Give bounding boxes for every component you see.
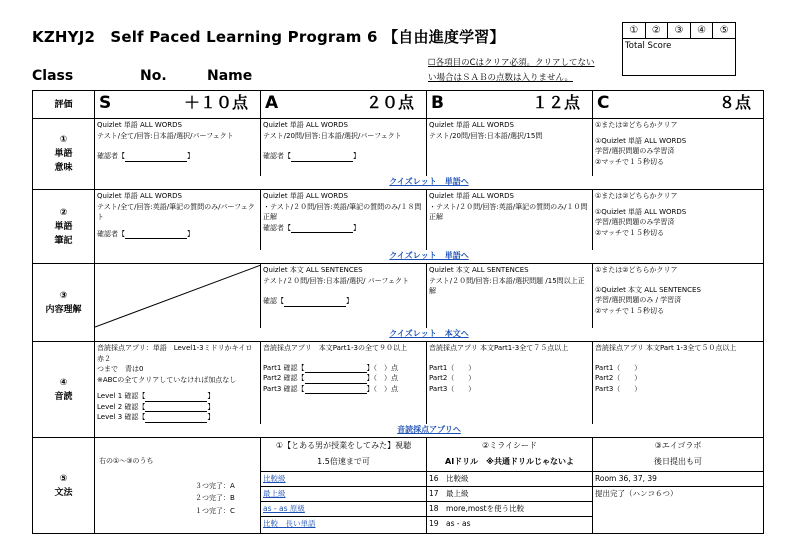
row2-a bbox=[261, 190, 427, 250]
row-word-writing bbox=[33, 190, 764, 250]
page-title: KZHYJ2 Self Paced Learning Program 6 【自由進度学習】 bbox=[32, 28, 505, 46]
row5-col2 bbox=[427, 438, 593, 534]
row4-b-title: 音読採点アプリ 本文Part1-3全て７５点以上 bbox=[429, 344, 569, 352]
row3-c-l4: ②マッチで１５秒切る bbox=[595, 306, 664, 315]
col2-sub: AIドリル ※共通ドリルじゃないよ bbox=[427, 452, 592, 473]
row4-a bbox=[261, 342, 427, 424]
score-slot-2: ② bbox=[646, 23, 669, 38]
row5-s-l2: ３つ完了：A bbox=[195, 481, 235, 490]
blank-line[interactable] bbox=[291, 225, 353, 233]
grade-s bbox=[95, 91, 261, 119]
score-slot-3: ③ bbox=[668, 23, 691, 38]
clear-note bbox=[428, 56, 608, 86]
score-slot-1: ① bbox=[623, 23, 646, 38]
blank-line[interactable] bbox=[125, 231, 187, 239]
grade-c-points: ８点 bbox=[718, 92, 751, 112]
row2-c-l4: ②マッチで１５秒切る bbox=[595, 228, 664, 237]
grade-s-points: ＋１０点 bbox=[183, 92, 248, 112]
score-box bbox=[622, 22, 736, 76]
row3-c-l1: ①または②どちらかクリア bbox=[595, 266, 678, 274]
row1-b bbox=[427, 119, 593, 176]
row4-b bbox=[427, 342, 593, 424]
row1-s bbox=[95, 119, 261, 176]
drill-item-2: 17 最上級 bbox=[427, 487, 592, 502]
blank-line[interactable] bbox=[125, 154, 187, 162]
total-score-label: Total Score bbox=[625, 41, 672, 51]
grade-a bbox=[261, 91, 427, 119]
row3-b-desc: テスト/２０問/回答:日本語/選択問題 /15問以上正解 bbox=[429, 276, 585, 295]
row3-b bbox=[427, 264, 593, 328]
row1-head bbox=[33, 119, 95, 190]
drill-item-1: 16 比較級 bbox=[427, 472, 592, 487]
row1-a-title: Quizlet 単語 ALL WORDS bbox=[263, 121, 348, 129]
name-label: Name bbox=[207, 68, 253, 84]
quizlet-text-link[interactable]: クイズレット 本文へ bbox=[95, 328, 764, 342]
row4-s-l1: 音読採点アプリ：単語 Level1-3ミドリかキイロ 赤２ bbox=[97, 344, 260, 363]
blank-line[interactable] bbox=[305, 365, 367, 373]
row3-num: ③ bbox=[59, 290, 68, 301]
row2-s-confirm: 確認者【 】 bbox=[97, 229, 194, 238]
row5-col1 bbox=[261, 438, 427, 534]
row1-s-title: Quizlet 単語 ALL WORDS bbox=[97, 121, 182, 129]
grade-header-row bbox=[33, 91, 764, 119]
row5-name1: 文法 bbox=[54, 487, 73, 498]
row5-col3 bbox=[593, 438, 764, 534]
row2-a-title: Quizlet 単語 ALL WORDS bbox=[263, 192, 348, 200]
row4-s-level1: Level 1 確認【 】 bbox=[97, 392, 215, 400]
row2-b bbox=[427, 190, 593, 250]
row4-a-part3: Part3 確認【 】（ ）点 bbox=[263, 384, 398, 393]
row3-c-l3: 学習/選択問題のみ / 学習済 bbox=[595, 296, 682, 304]
row2-num: ② bbox=[59, 207, 68, 218]
row4-a-part2: Part2 確認【 】（ ）点 bbox=[263, 374, 398, 382]
row4-s-l3: ※ABCの全てクリアしていなければ加点なし bbox=[97, 375, 237, 384]
number-label: No. bbox=[140, 68, 167, 84]
grade-b bbox=[427, 91, 593, 119]
row2-b-title: Quizlet 単語 ALL WORDS bbox=[429, 192, 514, 200]
row4-name1: 音読 bbox=[54, 391, 73, 402]
row5-s-l1: 右の①～③のうち bbox=[99, 457, 154, 465]
row4-s bbox=[95, 342, 261, 424]
col3-head: ③エイゴラボ bbox=[654, 441, 702, 450]
row3-name1: 内容理解 bbox=[45, 304, 82, 315]
row5-head bbox=[33, 438, 95, 534]
row3-a-title: Quizlet 本文 ALL SENTENCES bbox=[263, 266, 363, 274]
col3-sub: 後日提出も可 bbox=[593, 452, 763, 473]
row2-name2: 筆記 bbox=[54, 235, 73, 246]
row1-link-row bbox=[33, 176, 764, 190]
row1-c-l2: ①Quizlet 単語 ALL WORDS bbox=[595, 136, 687, 145]
row-comprehension bbox=[33, 264, 764, 328]
row4-s-level2: Level 2 確認【 】 bbox=[97, 402, 215, 411]
class-label: Class bbox=[32, 68, 74, 84]
row4-num: ④ bbox=[59, 377, 68, 388]
row4-b-part1: Part1（ ） bbox=[429, 363, 476, 372]
row3-link-row bbox=[33, 328, 764, 342]
row2-s bbox=[95, 190, 261, 250]
row4-c-part3: Part3（ ） bbox=[595, 384, 642, 393]
quizlet-words-link-1[interactable]: クイズレット 単語へ bbox=[95, 176, 764, 190]
reading-app-link[interactable]: 音読採点アプリへ bbox=[95, 424, 764, 438]
col1-head: ①【とある男が授業をしてみた】視聴 bbox=[275, 441, 412, 450]
blank-line[interactable] bbox=[145, 394, 207, 402]
row4-c-part1: Part1（ ） bbox=[595, 363, 642, 372]
grade-s-letter: S bbox=[99, 92, 112, 113]
row1-b-desc: テスト/20問/回答:日本語/選択/15問 bbox=[429, 131, 543, 140]
row5-s bbox=[95, 438, 261, 534]
row4-a-title: 音読採点アプリ 本文Part1-3の全て９０以上 bbox=[263, 344, 407, 352]
drill-item-3: 18 more,mostを使う比較 bbox=[427, 502, 592, 517]
row1-s-confirm: 確認者【 】 bbox=[97, 152, 194, 160]
grade-a-letter: A bbox=[265, 92, 279, 113]
row5-num: ⑤ bbox=[59, 473, 68, 484]
row2-link-row bbox=[33, 250, 764, 264]
row2-a-confirm: 確認者【 】 bbox=[263, 223, 360, 232]
score-slot-4: ④ bbox=[691, 23, 714, 38]
row2-a-desc: ・テスト/２０問/回答:英語/筆記の質問のみ/１８問正解 bbox=[263, 202, 422, 221]
row1-a bbox=[261, 119, 427, 176]
row3-a-desc: テスト/２０問/回答:日本語/選択/ パーフェクト bbox=[263, 276, 410, 285]
row3-s-disabled bbox=[95, 264, 261, 328]
grading-table bbox=[32, 90, 764, 534]
drill-item-4: 19 as - as bbox=[429, 519, 471, 528]
row4-c bbox=[593, 342, 764, 424]
row2-c bbox=[593, 190, 764, 250]
col1-sub: 1.5倍速まで可 bbox=[261, 452, 426, 473]
blank-line[interactable] bbox=[291, 154, 353, 162]
row2-c-l3: 学習/選択問題のみ学習済 bbox=[595, 218, 675, 226]
row2-head bbox=[33, 190, 95, 264]
row2-c-l2: ①Quizlet 単語 ALL WORDS bbox=[595, 207, 687, 216]
row3-a-confirm: 確認【 】 bbox=[263, 297, 353, 305]
row2-name1: 単語 bbox=[54, 221, 73, 232]
blank-line[interactable] bbox=[145, 404, 207, 412]
row3-b-title: Quizlet 本文 ALL SENTENCES bbox=[429, 266, 529, 274]
row4-link-row bbox=[33, 424, 764, 438]
lab-item-2: 提出完了（ハンコ６つ） bbox=[595, 489, 678, 498]
row4-a-part1: Part1 確認【 】（ ）点 bbox=[263, 363, 398, 372]
blank-line[interactable] bbox=[305, 376, 367, 384]
row4-b-part3: Part3（ ） bbox=[429, 384, 476, 393]
row1-num: ① bbox=[59, 135, 68, 145]
grade-a-points: ２０点 bbox=[365, 92, 414, 112]
row3-c bbox=[593, 264, 764, 328]
clear-note-line2: い場合はＳＡＢの点数は入りません。 bbox=[428, 73, 574, 83]
row1-name1: 単語 bbox=[54, 149, 73, 159]
row-grammar bbox=[33, 438, 764, 534]
row2-s-title: Quizlet 単語 ALL WORDS bbox=[97, 192, 182, 200]
row4-s-l2: つまで 青は0 bbox=[97, 365, 144, 373]
clear-note-line1: ☐各項目のCはクリア必須。クリアしてない bbox=[428, 58, 595, 68]
row1-c bbox=[593, 119, 764, 176]
score-slots bbox=[623, 23, 735, 39]
row4-c-title: 音読採点アプリ 本文Part 1-3全て５０点以上 bbox=[595, 344, 737, 352]
row1-c-l1: ①または②どちらかクリア bbox=[595, 121, 678, 129]
row-reading-aloud bbox=[33, 342, 764, 424]
row2-c-l1: ①または②どちらかクリア bbox=[595, 192, 678, 200]
row-word-meaning bbox=[33, 119, 764, 176]
row4-head bbox=[33, 342, 95, 438]
diagonal-slash bbox=[95, 264, 261, 328]
row3-a bbox=[261, 264, 427, 328]
grade-c bbox=[593, 91, 764, 119]
row1-name2: 意味 bbox=[54, 163, 73, 173]
grammar-video-link-2[interactable]: 最上級 bbox=[261, 487, 426, 502]
grammar-video-link-4[interactable]: 比較 長い単語 bbox=[263, 519, 316, 528]
row1-c-l4: ②マッチで１５秒切る bbox=[595, 157, 664, 166]
grade-label: 評価 bbox=[33, 91, 95, 119]
row5-s-l4: １つ完了：C bbox=[195, 506, 235, 515]
grammar-video-link-1[interactable]: 比較級 bbox=[261, 472, 426, 487]
grade-b-points: １２点 bbox=[531, 92, 580, 112]
row2-s-desc: テスト/全て/回答:英語/筆記の質問のみ/パーフェクト bbox=[97, 202, 255, 221]
row5-s-l3: ２つ完了：B bbox=[195, 494, 235, 502]
row1-a-desc: テスト/20問/回答:日本語/選択/パーフェクト bbox=[263, 131, 402, 140]
row1-s-desc: テスト/全て/回答:日本語/選択/パーフェクト bbox=[97, 131, 234, 140]
row4-b-part2: Part2（ ） bbox=[429, 374, 476, 382]
row4-c-part2: Part2（ ） bbox=[595, 374, 642, 382]
row3-head bbox=[33, 264, 95, 342]
grade-c-letter: C bbox=[597, 92, 610, 113]
blank-line[interactable] bbox=[305, 386, 367, 394]
grammar-video-link-3[interactable]: as - as 原級 bbox=[261, 502, 426, 517]
grade-b-letter: B bbox=[431, 92, 444, 113]
row2-b-desc: ・テスト/２０問/回答:英語/筆記の質問のみ/１０問正解 bbox=[429, 202, 588, 221]
blank-line[interactable] bbox=[145, 415, 207, 423]
score-slot-5: ⑤ bbox=[719, 25, 729, 36]
row1-c-l3: 学習/選択問題のみ学習済 bbox=[595, 147, 675, 155]
quizlet-words-link-2[interactable]: クイズレット 単語へ bbox=[95, 250, 764, 264]
blank-line[interactable] bbox=[284, 299, 346, 307]
row1-b-title: Quizlet 単語 ALL WORDS bbox=[429, 121, 514, 129]
lab-item-1: Room 36, 37, 39 bbox=[593, 472, 763, 487]
row4-s-level3: Level 3 確認【 】 bbox=[97, 413, 215, 421]
col2-head: ②ミライシード bbox=[482, 441, 537, 450]
row3-c-l2: ①Quizlet 本文 ALL SENTENCES bbox=[595, 285, 701, 294]
row1-a-confirm: 確認者【 】 bbox=[263, 152, 360, 160]
